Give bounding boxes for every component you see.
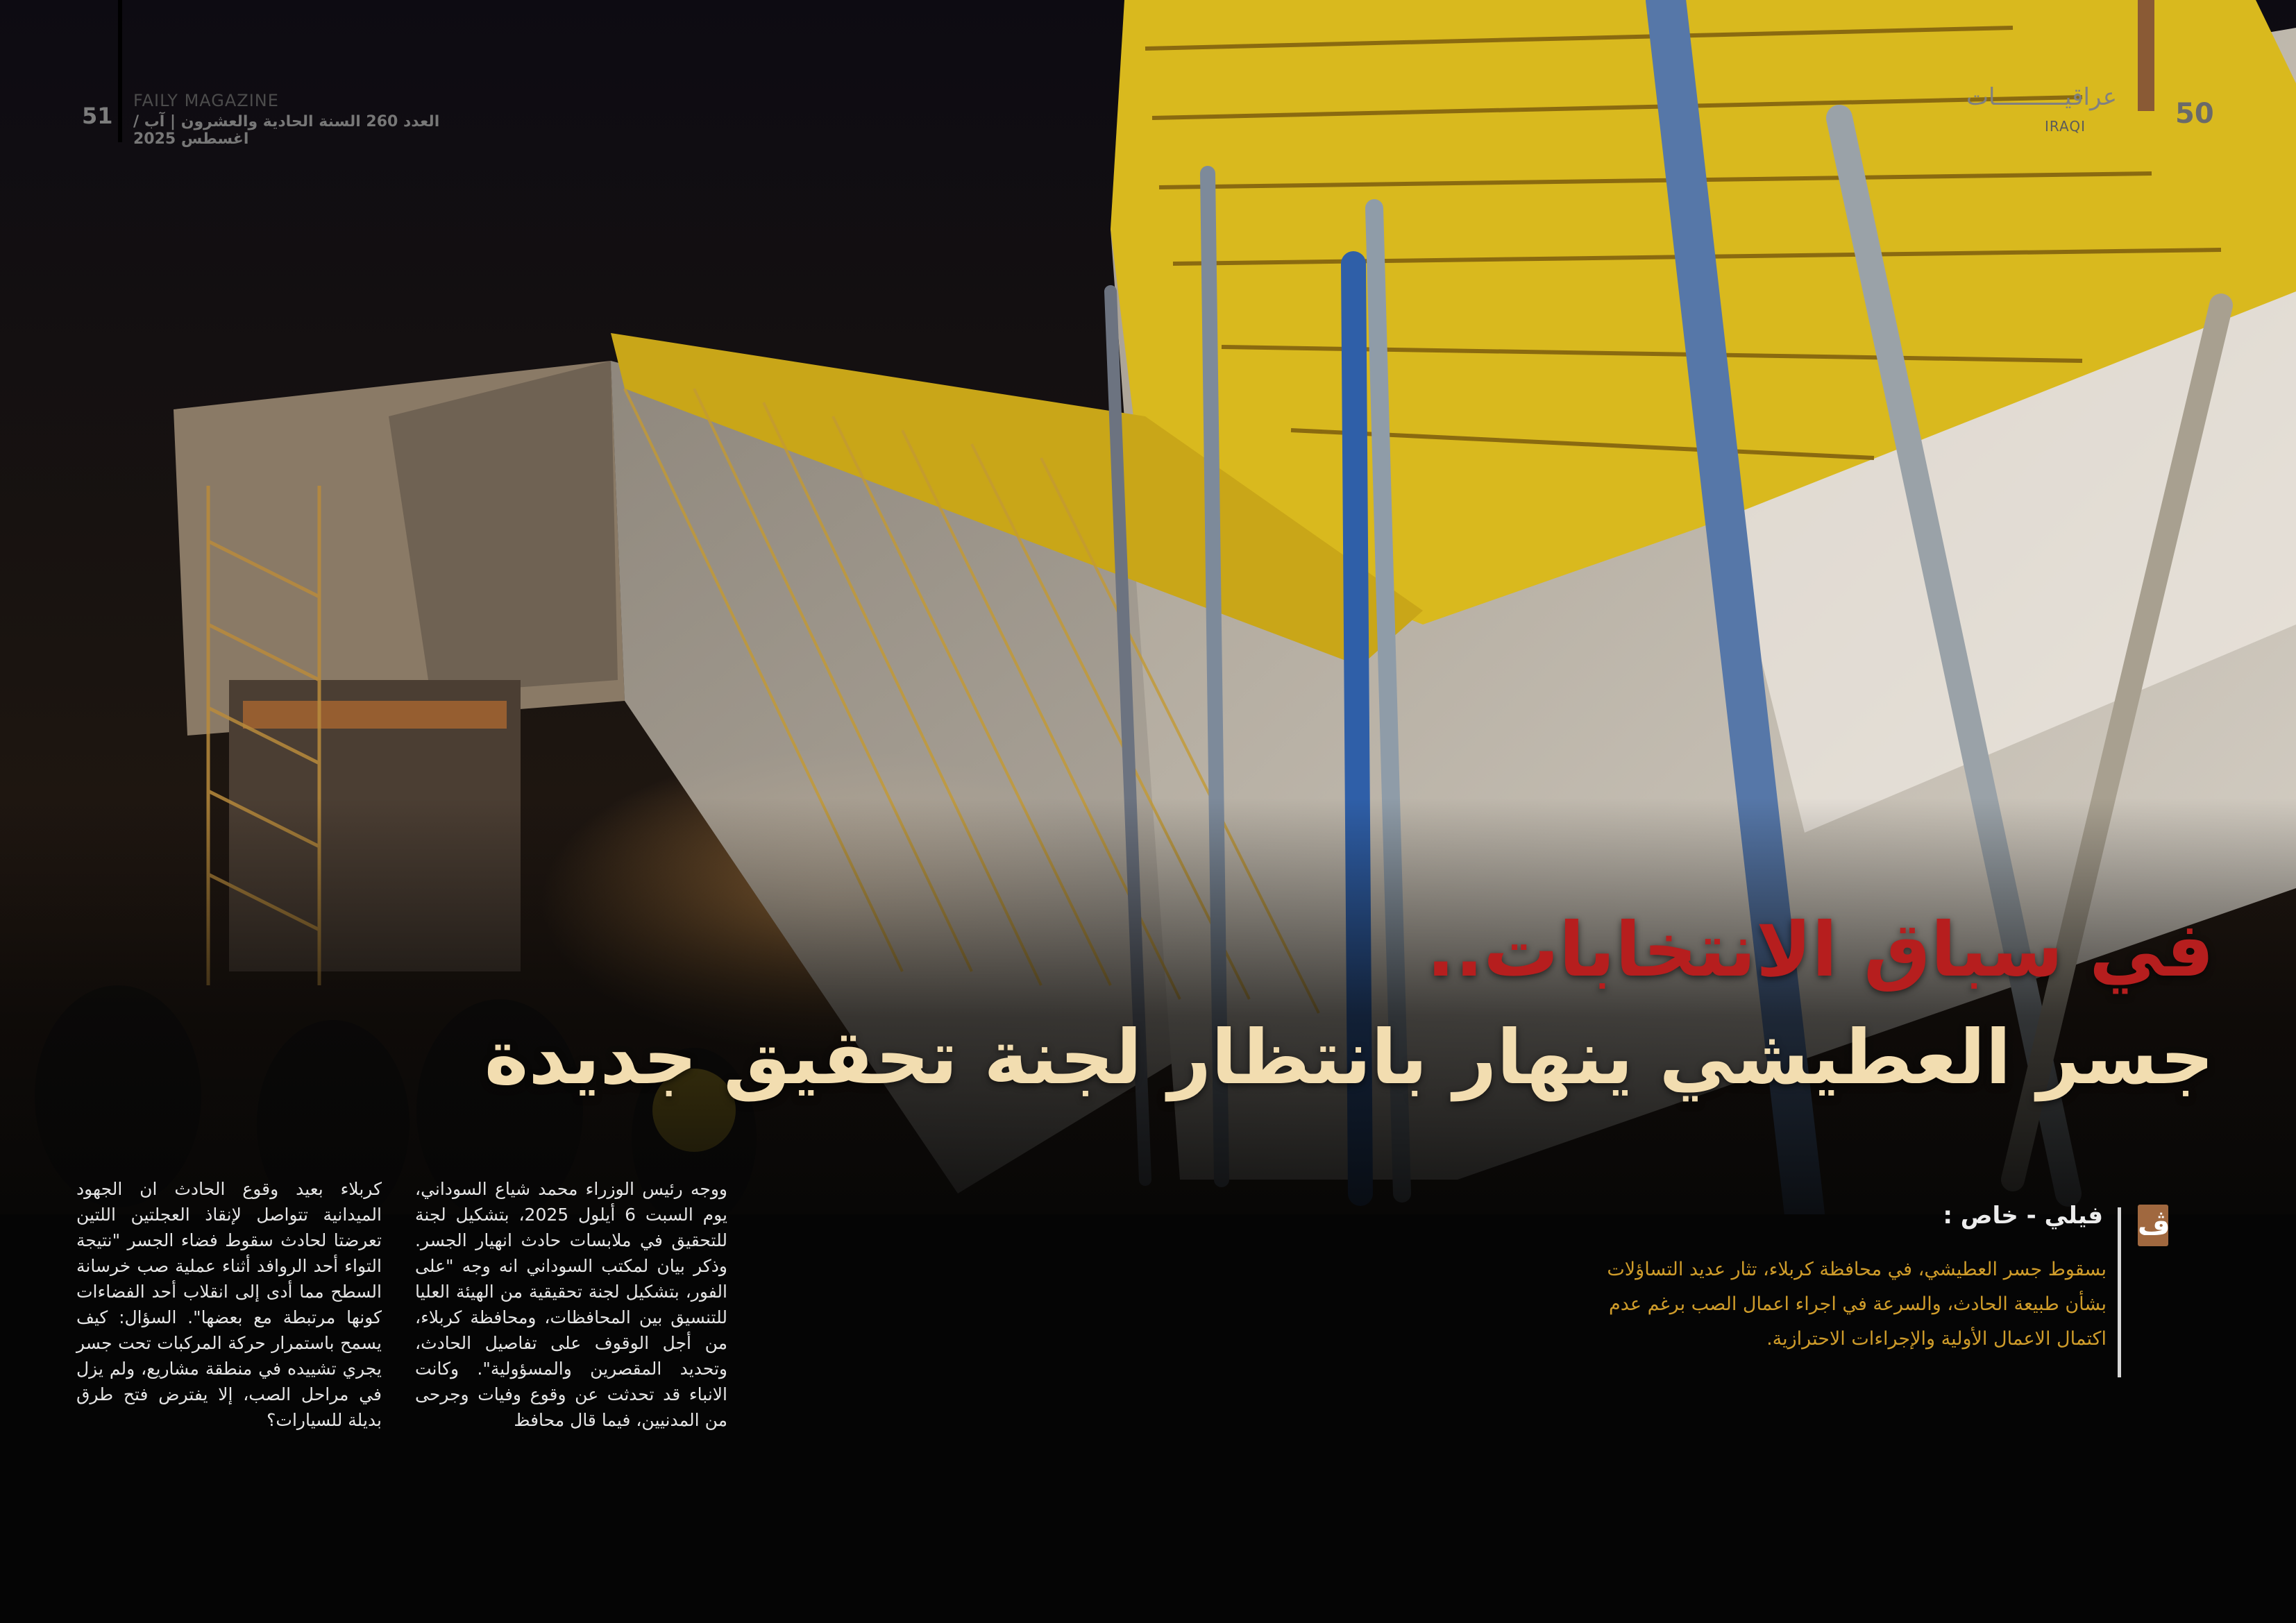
section-title-english: IRAQI bbox=[2045, 118, 2086, 135]
headline-line-2: جسر العطيشي ينهار بانتظار لجنة تحقيق جديدة bbox=[484, 1014, 2214, 1101]
issue-info: العدد 260 السنة الحادية والعشرون | آب / اغسطس 2025 bbox=[133, 113, 440, 148]
headline-line-1: في سباق الانتخابات.. bbox=[1426, 907, 2214, 994]
header-left-divider bbox=[118, 0, 122, 142]
body-column-2: كربلاء بعيد وقوع الحادث ان الجهود الميدانية تتواصل لإنقاذ العجلتين اللتين تعرضتا لحادث سقوط فضاء الجسر "نتيجة التواء أحد الروافد أثناء عملية صب خرسانة السطح مما أدى إلى انقلاب أحد الفضاءات كونها مرتبطة مع بعضها". السؤال: كيف يسمح باستمرار حركة المركبات تحت جسر يجري تشييده في منطقة مشاريع، ولم يزل في مراحل الصب، إلا يفترض فتح طرق بديلة للسيارات؟ bbox=[76, 1179, 382, 1430]
magazine-name: FAILY MAGAZINE bbox=[133, 91, 279, 110]
lead-paragraph: بسقوط جسر العطيشي، في محافظة كربلاء، تثار عديد التساؤلات بشأن طبيعة الحادث، والسرعة في اجراء اعمال الصب برغم عدم اكتمال الاعمال الأولية والإجراءات الاحترازية. bbox=[1607, 1259, 2107, 1350]
byline: فيلي - خاص : bbox=[1943, 1202, 2103, 1230]
section-title-arabic: عراقيــــــــــات bbox=[1966, 83, 2117, 111]
byline-logo-icon: ڤ bbox=[2138, 1205, 2168, 1246]
lead-divider bbox=[2118, 1207, 2121, 1377]
body-column-1: ووجه رئيس الوزراء محمد شياع السوداني، يوم السبت 6 أيلول 2025، بتشكيل لجنة للتحقيق في ملابسات حادث انهيار الجسر. وذكر بيان لمكتب السوداني انه وجه "على الفور، بتشكيل لجنة تحقيقية من الهيئة العليا للتنسيق بين المحافظات، ومحافظة كربلاء، من أجل الوقوف على تفاصيل الحادث، وتحديد المقصرين والمسؤولية". وكانت الانباء قد تحدثت عن وقوع وفيات وجرحى من المدنيين، فيما قال محافظ bbox=[415, 1179, 727, 1430]
page-number-right: 50 bbox=[2175, 98, 2214, 130]
faili-logo-icon bbox=[2138, 0, 2154, 111]
page-number-left: 51 bbox=[82, 103, 113, 129]
